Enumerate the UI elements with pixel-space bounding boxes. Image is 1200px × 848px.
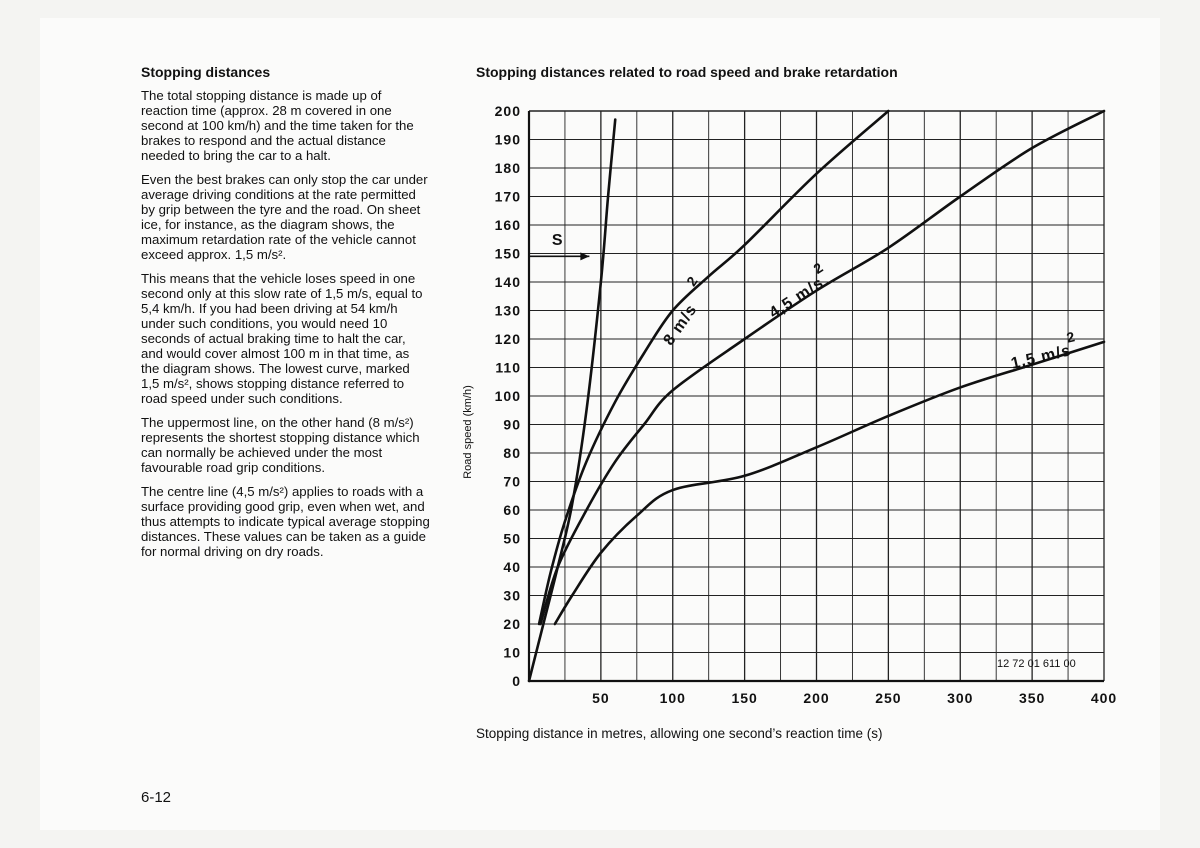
series-label-1-5: 1,5 m/s bbox=[1009, 342, 1073, 373]
y-tick-label: 100 bbox=[494, 388, 521, 404]
chart-title: Stopping distances related to road speed and brake retardation bbox=[476, 64, 898, 80]
x-tick-label: 300 bbox=[947, 690, 974, 706]
y-tick-label: 140 bbox=[494, 274, 521, 290]
series-label-8-exponent: 2 bbox=[683, 272, 702, 289]
y-tick-label: 200 bbox=[494, 103, 521, 119]
paragraph-slow-rate: This means that the vehicle loses speed in one second only at this slow rate of 1,5 m/s, equal to 5,4 km/h. If you had been driving at 54 km/h under such conditions, you would need 10 seconds of actual braking time to halt the car, and would cover almost 100 m in that time, as the diagram shows. The lowest curve, marked 1,5 m/s², shows stopping distance referred to road speed under such conditions. bbox=[141, 271, 423, 406]
y-tick-label: 80 bbox=[503, 445, 521, 461]
x-tick-label: 150 bbox=[731, 690, 758, 706]
y-axis-label: Road speed (km/h) bbox=[462, 385, 474, 479]
paragraph-uppermost-line: The uppermost line, on the other hand (8 m/s²) represents the shortest stopping distance which can normally be achieved under the most favourable road grip conditions. bbox=[141, 415, 420, 475]
y-tick-label: 170 bbox=[494, 188, 521, 205]
y-tick-label: 40 bbox=[503, 559, 521, 575]
x-tick-label: 100 bbox=[659, 690, 686, 706]
series-label-s: S bbox=[551, 231, 564, 249]
y-tick-label: 60 bbox=[503, 502, 521, 518]
x-tick-label: 250 bbox=[875, 690, 902, 706]
y-tick-label: 30 bbox=[503, 587, 521, 604]
paragraph-best-brakes: Even the best brakes can only stop the car under average driving conditions at the rate permitted by grip between the tyre and the road. On sheet ice, for instance, as the diagram shows, the maximum retardation rate of the vehicle cannot exceed approx. 1,5 m/s². bbox=[141, 172, 428, 262]
y-tick-label: 150 bbox=[494, 245, 521, 262]
series-label-1-5-exponent: 2 bbox=[1064, 328, 1078, 346]
paragraph-centre-line: The centre line (4,5 m/s²) applies to roads with a surface providing good grip, even when wet, and thus attempts to indicate typical average stopping distances. These values can be taken as a guide for normal driving on dry roads. bbox=[141, 484, 430, 559]
y-tick-label: 10 bbox=[503, 644, 521, 661]
x-tick-label: 200 bbox=[803, 690, 830, 706]
y-tick-label: 190 bbox=[494, 131, 521, 148]
series-label-4-5: 4,5 m/s bbox=[766, 274, 828, 322]
paragraph-reaction-time: The total stopping distance is made up of reaction time (approx. 28 m covered in one second at 100 km/h) and the time taken for the brakes to respond and the actual distance needed to bring the car to a halt. bbox=[141, 88, 414, 163]
reference-code: 12 72 01 611 00 bbox=[997, 658, 1076, 670]
page-number: 6-12 bbox=[141, 789, 172, 806]
x-tick-label: 350 bbox=[1018, 690, 1046, 706]
chart-grid bbox=[529, 111, 1104, 681]
y-tick-label: 50 bbox=[503, 530, 521, 547]
x-axis-label: Stopping distance in metres, allowing one second’s reaction time (s) bbox=[476, 726, 883, 741]
section-title: Stopping distances bbox=[141, 64, 271, 80]
y-tick-label: 180 bbox=[494, 160, 521, 176]
y-tick-label: 160 bbox=[494, 217, 521, 233]
x-tick-label: 50 bbox=[592, 690, 610, 706]
y-tick-label: 0 bbox=[512, 673, 521, 689]
series-label-4-5-exponent: 2 bbox=[810, 258, 827, 277]
y-tick-label: 20 bbox=[503, 616, 521, 632]
y-tick-label: 110 bbox=[495, 359, 521, 376]
series-label-8: 8 m/s bbox=[660, 301, 701, 349]
y-tick-label: 90 bbox=[503, 416, 521, 433]
y-tick-label: 130 bbox=[494, 302, 521, 319]
y-tick-label: 120 bbox=[494, 331, 521, 347]
y-tick-label: 70 bbox=[503, 473, 521, 490]
x-tick-label: 400 bbox=[1090, 690, 1118, 706]
